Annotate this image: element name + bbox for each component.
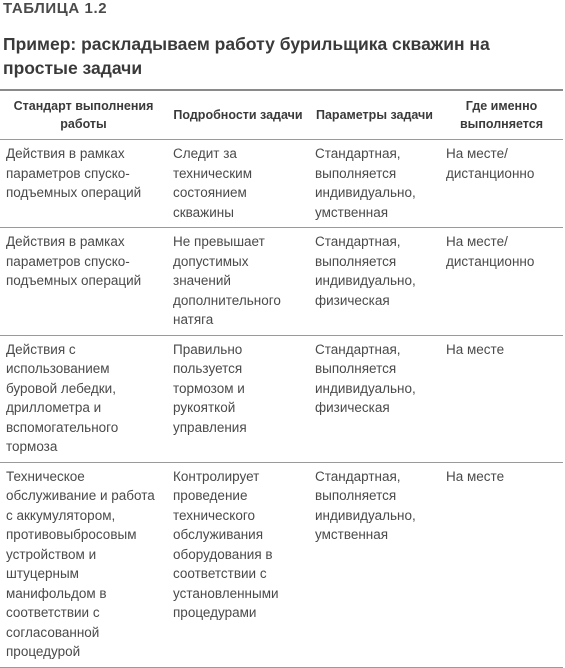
column-header-details: Подробности задачи [173,108,303,122]
table-cell: Действия в рамках параметров спуско-подъемных операций [6,234,142,288]
table-row [0,462,563,667]
task-breakdown-table [0,89,563,668]
table-cell: Контролирует проведение технического обслуживания оборудования в соответствии с установленными процедурами [173,468,279,620]
table-cell: На месте [446,341,505,357]
table-cell: Правильно пользуется тормозом и рукояткой управления [173,341,247,435]
table-cell: Действия с использованием буровой лебедки, дриллометра и вспомогательного тормоза [6,341,119,454]
table-cell: Стандартная, выполняется индивидуально, умственная [315,146,416,220]
table-cell: На месте/ дистанционно [446,234,535,269]
table-row [0,335,563,462]
table-cell: Стандартная, выполняется индивидуально, физическая [315,234,416,308]
column-header-parameters: Параметры задачи [316,108,433,122]
table-cell: Следит за техническим состоянием скважины [173,146,253,220]
table-cell: Стандартная, выполняется индивидуально, физическая [315,341,416,415]
column-header-location: Где именно выполняется [459,99,543,131]
table-cell: На месте/ дистанционно [446,146,535,181]
column-header-standard: Стандарт выполнения работы [13,99,154,131]
table-caption: Пример: раскладываем работу бурильщика скважин на простые задачи [3,34,490,78]
table-cell: Действия в рамках параметров спуско-подъемных операций [6,146,142,200]
table-row [0,228,563,336]
table-label: ТАБЛИЦА 1.2 [3,0,108,17]
table-cell: На месте [446,468,505,484]
table-cell: Техническое обслуживание и работа с аккумулятором, противовыбросовым устройством и штуцерным манифольдом в соответствии с согласованной процедурой [6,468,155,659]
table-cell: Не превышает допустимых значений дополнительного натяга [173,234,281,327]
table-cell: Стандартная, выполняется индивидуально, умственная [315,468,416,542]
table-row [0,140,563,228]
table-header-row [0,90,563,140]
